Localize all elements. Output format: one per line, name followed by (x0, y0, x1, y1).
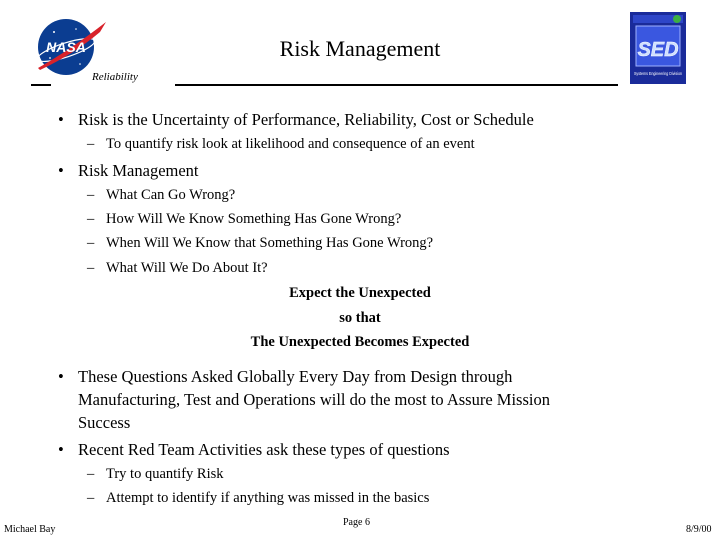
bullet-text: Risk Management (78, 161, 199, 180)
sub-bullet-dash: – (87, 136, 95, 152)
sub-bullet-text: How Will We Know Something Has Gone Wrong? (106, 211, 402, 227)
bullet-text-line: Success (78, 413, 131, 432)
sub-bullet-text: Attempt to identify if anything was missed in the basics (106, 490, 430, 506)
sub-bullet-dash: – (87, 466, 95, 482)
sub-bullet-dash: – (87, 187, 95, 203)
footer-date: 8/9/00 (686, 524, 712, 535)
sub-bullet-text: When Will We Know that Something Has Gone Wrong? (106, 235, 434, 251)
bullet-text-line: Manufacturing, Test and Operations will do the most to Assure Mission (78, 390, 550, 409)
sub-bullet-dash: – (87, 235, 95, 251)
callout-line: Expect the Unexpected (289, 285, 431, 301)
sed-logo-text: SED (637, 39, 679, 61)
footer-page-number: Page 6 (343, 517, 370, 528)
slide-subtitle: Reliability (92, 71, 138, 83)
footer-author: Michael Bay (4, 524, 56, 535)
bullet-dot: • (58, 440, 64, 459)
sub-bullet-text: To quantify risk look at likelihood and consequence of an event (106, 136, 475, 152)
nasa-logo-text: NASA (46, 39, 86, 55)
sub-bullet-dash: – (87, 260, 95, 276)
sub-bullet-text: What Will We Do About It? (106, 260, 268, 276)
bullet-text-line: These Questions Asked Globally Every Day from Design through (78, 367, 513, 386)
sub-bullet-dash: – (87, 490, 95, 506)
bullet-text: Recent Red Team Activities ask these types of questions (78, 440, 450, 459)
sub-bullet-text: Try to quantify Risk (106, 466, 224, 482)
bullet-text: Risk is the Uncertainty of Performance, Reliability, Cost or Schedule (78, 110, 534, 129)
bullet-dot: • (58, 161, 64, 180)
sub-bullet-dash: – (87, 211, 95, 227)
bullet-dot: • (58, 110, 64, 129)
header-rule-right (175, 84, 618, 86)
slide-title: Risk Management (279, 36, 441, 61)
sub-bullet-text: What Can Go Wrong? (106, 187, 236, 203)
header-rule-left (31, 84, 51, 86)
callout-line: so that (339, 310, 381, 326)
sed-logo-tagline: Systems Engineering Division (634, 71, 683, 76)
bullet-dot: • (58, 367, 64, 386)
callout-line: The Unexpected Becomes Expected (250, 334, 470, 350)
